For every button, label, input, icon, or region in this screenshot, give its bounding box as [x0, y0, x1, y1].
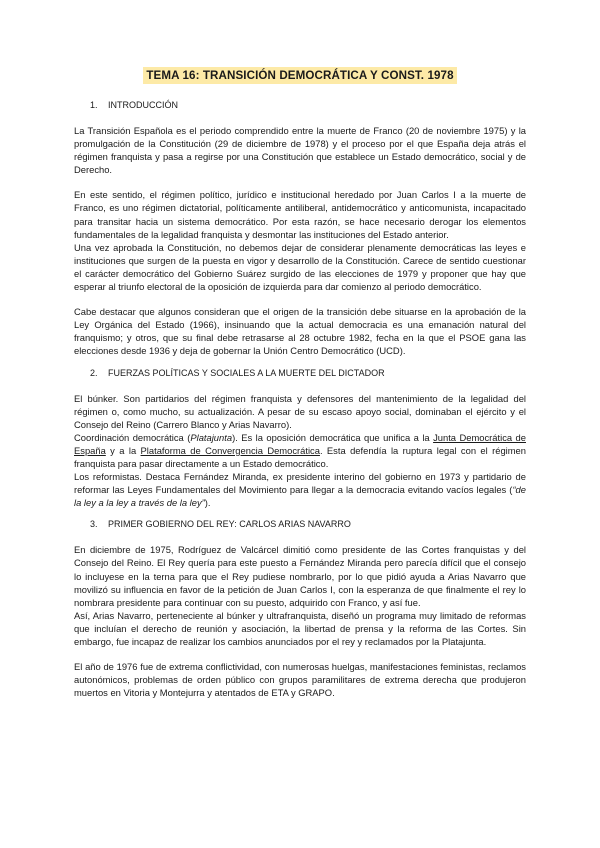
- intro-paragraph-1: La Transición Española es el periodo comprendido entre la muerte de Franco (20 de noviembre 1975) y la promulgación de la Constitución (29 de diciembre de 1978) y el proceso por el que España deja atrás el régimen franquista y pasa a regirse por una Constitución que establece un Estado democrático, social y de Derecho.: [74, 125, 526, 176]
- reformistas-paragraph: Los reformistas. Destaca Fernández Miranda, ex presidente interino del gobierno en 1973 y partidario de reformar las Leyes Fundamentales del Movimiento para llegar a la democracia evitando vacíos legales (“de la ley a la ley a través de la ley”).: [74, 471, 526, 509]
- section-heading-fuerzas: [74, 368, 526, 378]
- intro-paragraph-4: Cabe destacar que algunos consideran que el origen de la transición debe situarse en la aprobación de la Ley Orgánica del Estado (1966), insinuando que la actual democracia es una emanación natural del franquismo; y otros, que su final debe retrasarse al 28 octubre 1982, fecha en la que el PSOE gana las elecciones desde 1936 y deja de gobernar la Unión Centro Democrático (UCD).: [74, 306, 526, 357]
- intro-paragraph-3: Una vez aprobada la Constitución, no debemos dejar de considerar plenamente democráticas las leyes e instituciones que surgen de la puesta en vigor y desarrollo de la Constitución. Carece de sentido cuestionar el carácter democrático del Gobierno Suárez surgido de las elecciones de 1979 y proponer que hay que esperar al triunfo electoral de la oposición de izquierda para dar comienzo al periodo democrático.: [74, 241, 526, 293]
- bunker-paragraph: El búnker. Son partidarios del régimen franquista y defensores del mantenimiento de la legalidad del régimen o, como mucho, su actualización. A pesar de su escaso apoyo social, dominaban el ejército y el Consejo del Reino (Carrero Blanco y Arias Navarro).: [74, 392, 526, 430]
- document-title: TEMA 16: TRANSICIÓN DEMOCRÁTICA Y CONST. 1978: [143, 67, 456, 84]
- section-heading-introduccion: [74, 100, 526, 110]
- gobierno-paragraph-1: En diciembre de 1975, Rodríguez de Valcárcel dimitió como presidente de las Cortes franquistas y del Consejo del Reino. El Rey quería para este puesto a Fernández Miranda pero parecía difícil que el consejo lo incluyese en la terna para que el Rey pudiese nombrarlo, por lo que pidió ayuda a Arias Navarro que movilizó su influencia en favor de la petición de Juan Carlos I, con la esperanza de que finalmente el rey lo nombrara presidente para continuar con su puesto, adquirido con Franco, y así fue.: [74, 544, 526, 608]
- link-junta-democratica[interactable]: Junta Democrática de España: [74, 431, 526, 456]
- gobierno-paragraph-3: El año de 1976 fue de extrema conflictividad, con numerosas huelgas, manifestaciones feministas, reclamos autonómicos, problemas de orden público con grupos paramilitares de extrema derecha que produjeron muertos en Vitoria y Montejurra y atentados de ETA y GRAPO.: [74, 661, 526, 699]
- title-block: [74, 66, 526, 84]
- section-number: 1.: [90, 100, 98, 110]
- section-number: 2.: [90, 367, 98, 378]
- coordinacion-paragraph: Coordinación democrática (Platajunta). Es la oposición democrática que unifica a la Junta Democrática de España y a la Plataforma de Convergencia Democrática. Esta defendía la ruptura legal con el régimen franquista para pasar directamente a un Estado democrático.: [74, 431, 526, 469]
- section-title: FUERZAS POLÍTICAS Y SOCIALES A LA MUERTE DEL DICTADOR: [108, 367, 385, 378]
- section-heading-primer-gobierno: [74, 519, 526, 529]
- section-number: 3.: [90, 519, 98, 530]
- section-title: PRIMER GOBIERNO DEL REY: CARLOS ARIAS NAVARRO: [108, 519, 351, 530]
- link-plataforma-convergencia[interactable]: Plataforma de Convergencia Democrática: [140, 444, 320, 456]
- intro-paragraph-2: En este sentido, el régimen político, jurídico e institucional heredado por Juan Carlos I a la muerte de Franco, es uno régimen dictatorial, políticamente antiliberal, antidemocrático y anticomunista, incapacitado para transitar hacia un sistema democrático. Por esta razón, se hace necesario derogar los elementos fundamentales de la legalidad franquista y desmontar las instituciones del Estado anterior.: [74, 189, 526, 240]
- section-title: INTRODUCCIÓN: [108, 100, 178, 110]
- gobierno-paragraph-2: Así, Arias Navarro, perteneciente al búnker y ultrafranquista, diseñó un programa muy limitado de reformas que incluían el derecho de reunión y asociación, la libertad de prensa y la reforma de las Cortes. Sin embargo, fue incapaz de realizar los cambios anunciados por el rey y reclamados por la Platajunta.: [74, 609, 526, 647]
